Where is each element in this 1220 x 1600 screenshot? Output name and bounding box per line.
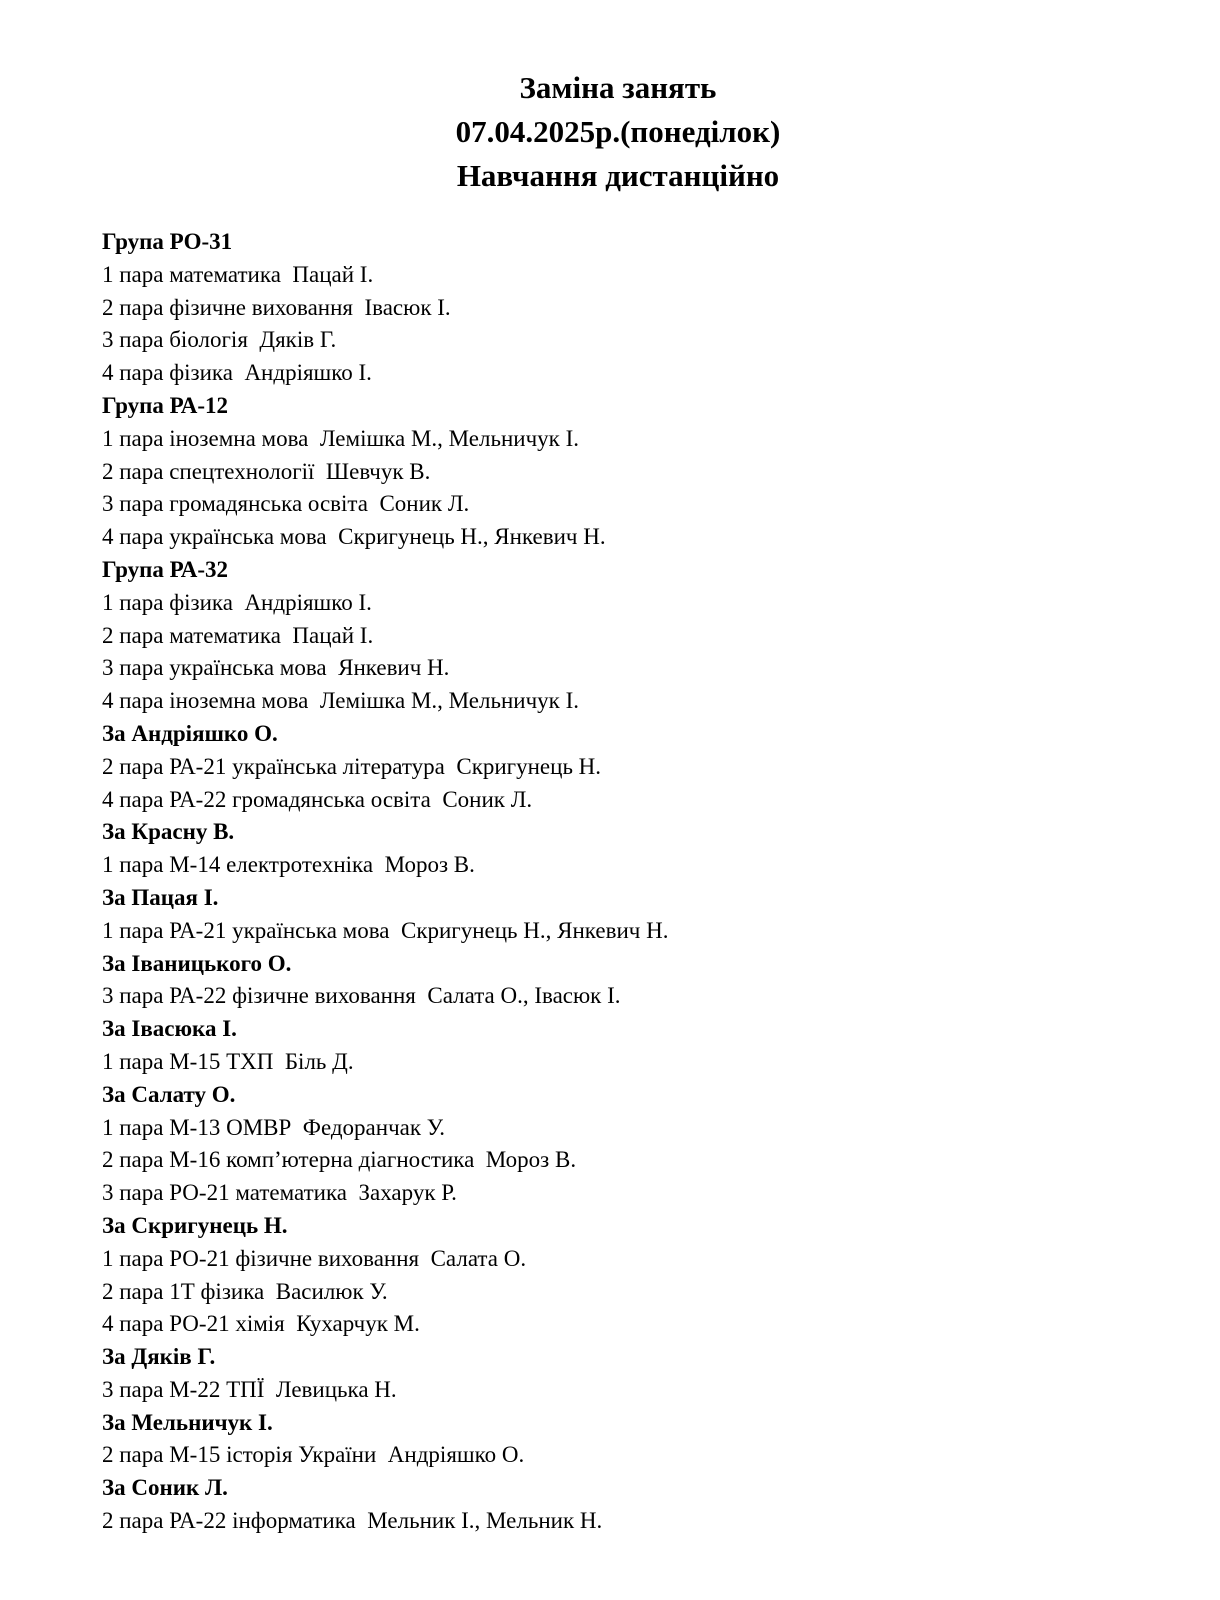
schedule-line: 1 пара математика Пацай І. [102,261,374,287]
schedule-line: 3 пара українська мова Янкевич Н. [102,655,450,681]
section-heading: За Пацая І. [102,884,219,910]
schedule-line: 2 пара фізичне виховання Івасюк І. [102,294,451,320]
schedule-line: 4 пара РО-21 хімія Кухарчук М. [102,1311,420,1337]
schedule-line: 2 пара математика Пацай І. [102,622,374,648]
schedule-line: 4 пара іноземна мова Лемішка М., Мельничук І. [102,688,579,714]
document-date: 07.04.2025р.(понеділок) [455,114,781,149]
document-title: Заміна занять [519,70,717,105]
section-heading: За Івасюка І. [102,1016,237,1042]
schedule-line: 3 пара громадянська освіта Соник Л. [102,491,470,517]
schedule-line: 4 пара фізика Андріяшко І. [102,360,372,386]
schedule-line: 3 пара РО-21 математика Захарук Р. [102,1180,457,1206]
section-heading: За Соник Л. [102,1475,228,1501]
schedule-line: 3 пара М-22 ТПЇ Левицька Н. [102,1376,397,1402]
schedule-line: 1 пара М-15 ТХП Біль Д. [102,1048,354,1074]
schedule-line: 2 пара спецтехнології Шевчук В. [102,458,431,484]
section-heading: За Салату О. [102,1081,236,1107]
section-heading: За Дяків Г. [102,1344,216,1370]
schedule-line: 2 пара М-16 комп’ютерна діагностика Мороз В. [102,1147,577,1173]
schedule-line: 1 пара М-14 електротехніка Мороз В. [102,852,475,878]
schedule-line: 4 пара українська мова Скригунець Н., Янкевич Н. [102,524,606,550]
section-heading: За Мельничук І. [102,1409,273,1435]
schedule-line: 1 пара М-13 ОМВР Федоранчак У. [102,1114,446,1140]
schedule-line: 1 пара іноземна мова Лемішка М., Мельничук І. [102,425,579,451]
schedule-line: 2 пара РА-21 українська література Скригунець Н. [102,753,602,779]
section-heading: Група РО-31 [102,229,233,254]
schedule-line: 2 пара М-15 історія України Андріяшко О. [102,1442,525,1468]
schedule-line: 4 пара РА-22 громадянська освіта Соник Л. [102,786,533,812]
schedule-line: 1 пара фізика Андріяшко І. [102,589,372,615]
schedule-line: 3 пара РА-22 фізичне виховання Салата О., Івасюк І. [102,983,621,1009]
schedule-line: 2 пара РА-22 інформатика Мельник І., Мельник Н. [102,1508,603,1534]
schedule-line: 1 пара РО-21 фізичне виховання Салата О. [102,1245,527,1271]
section-heading: Група РА-32 [102,556,229,582]
document-header [0,66,1220,198]
schedule-content [102,226,1182,1538]
section-heading: За Красну В. [102,819,235,845]
section-heading: За Андріяшко О. [102,720,278,746]
document-mode: Навчання дистанційно [456,158,780,193]
schedule-line: 2 пара 1Т фізика Василюк У. [102,1278,388,1304]
section-heading: Група РА-12 [102,392,229,418]
section-heading: За Іваницького О. [102,950,292,976]
section-heading: За Скригунець Н. [102,1212,288,1238]
schedule-line: 1 пара РА-21 українська мова Скригунець Н., Янкевич Н. [102,917,669,943]
schedule-line: 3 пара біологія Дяків Г. [102,327,337,353]
